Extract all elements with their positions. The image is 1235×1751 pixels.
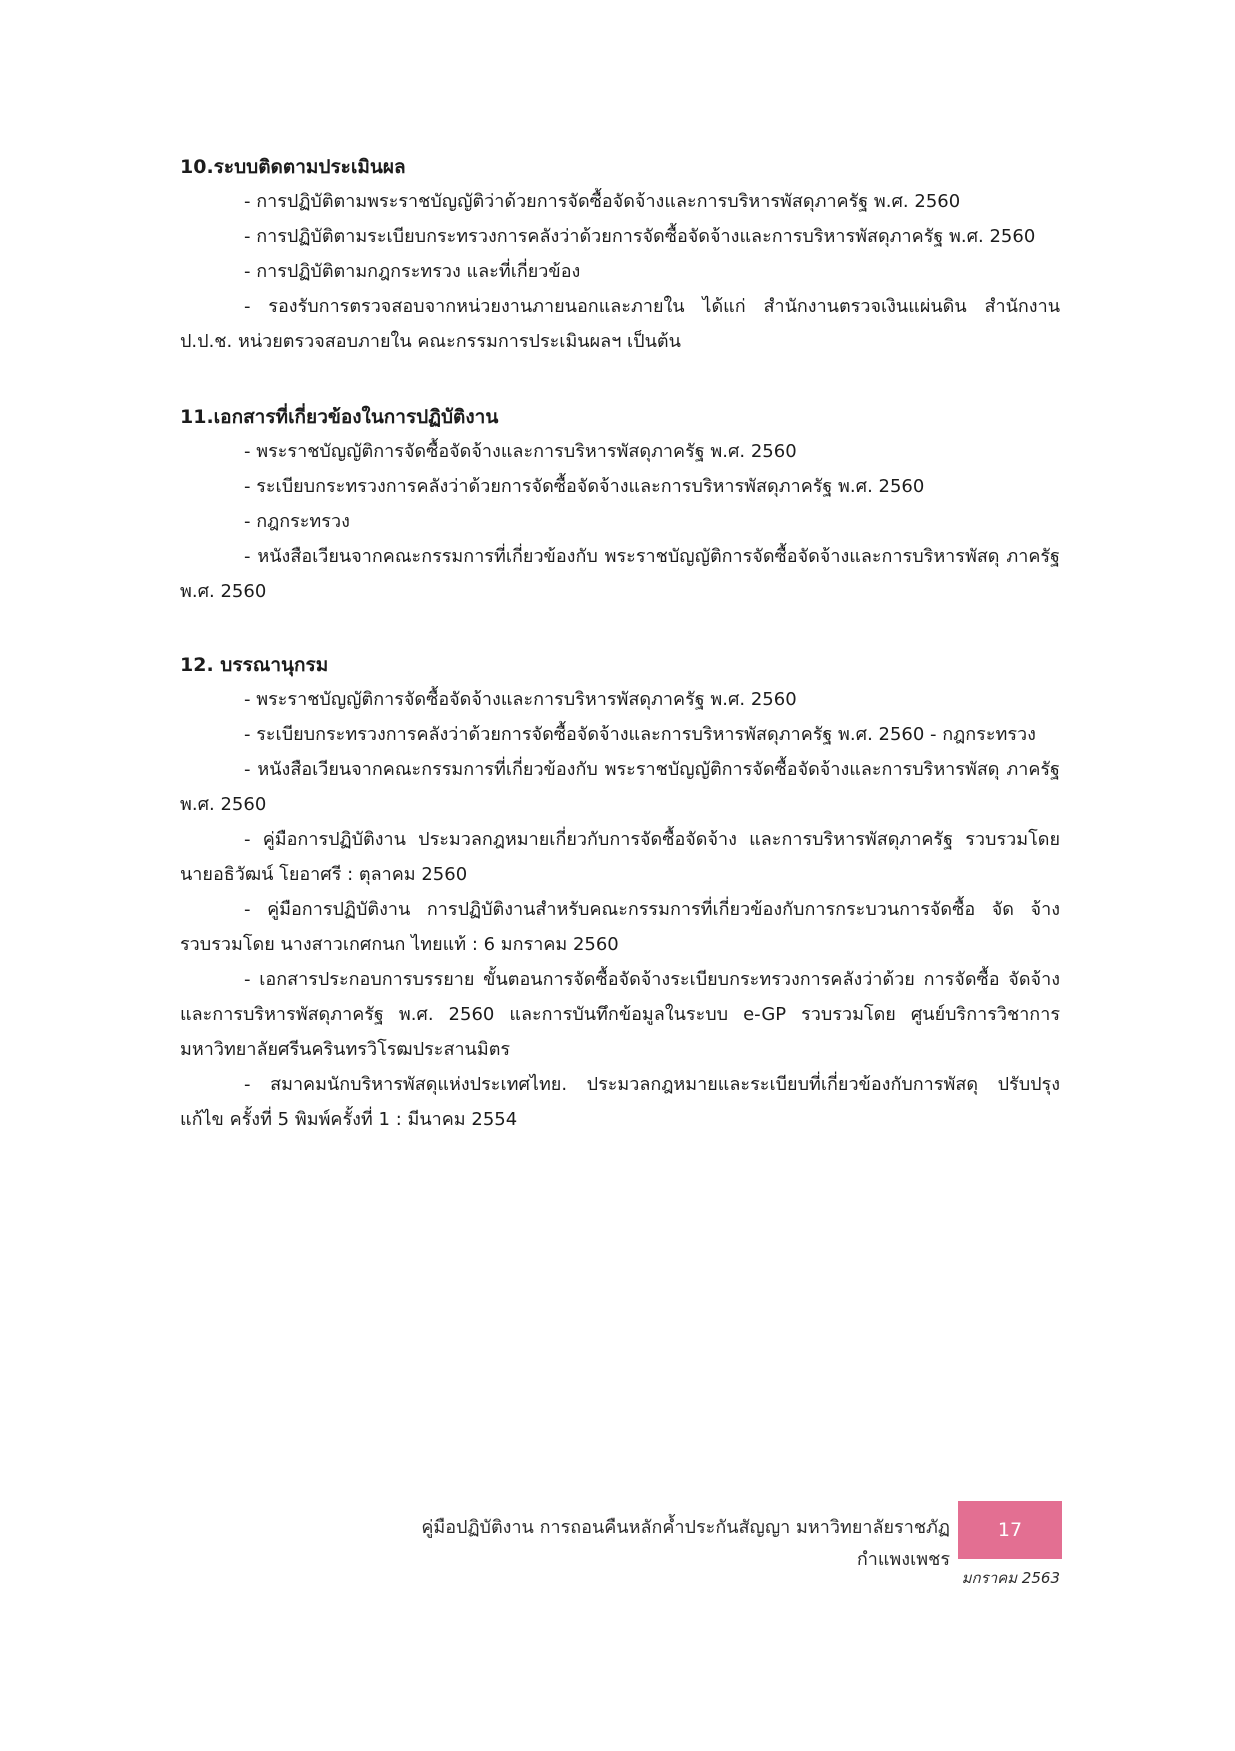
list-item: - การปฏิบัติตามกฎกระทรวง และที่เกี่ยวข้อง	[244, 261, 581, 282]
list-item: - พระราชบัญญัติการจัดซื้อจัดจ้างและการบริหารพัสดุภาครัฐ พ.ศ. 2560	[244, 441, 797, 462]
section-monitoring-evaluation	[180, 150, 1060, 359]
section-related-documents	[180, 400, 1060, 609]
list-item: - สมาคมนักบริหารพัสดุแห่งประเทศไทย. ประมวลกฎหมายและระเบียบที่เกี่ยวข้องกับการพัสดุ ปรับปรุงแก้ไข ครั้งที่ 5 พิมพ์ครั้งที่ 1 : มีนาคม 2554	[180, 1074, 1060, 1130]
list-item: - ระเบียบกระทรวงการคลังว่าด้วยการจัดซื้อจัดจ้างและการบริหารพัสดุภาครัฐ พ.ศ. 2560	[244, 476, 925, 497]
section-title: 12. บรรณานุกรม	[180, 654, 329, 676]
list-item: - เอกสารประกอบการบรรยาย ขั้นตอนการจัดซื้อจัดจ้างระเบียบกระทรวงการคลังว่าด้วย การจัดซื้อ จัดจ้างและการบริหารพัสดุภาครัฐ พ.ศ. 2560 และการบันทึกข้อมูลในระบบ e-GP รวบรวมโดย ศูนย์บริการวิชาการ มหาวิทยาลัยศรีนครินทรวิโรฒประสานมิตร	[180, 969, 1060, 1060]
list-item: - หนังสือเวียนจากคณะกรรมการที่เกี่ยวข้องกับ พระราชบัญญัติการจัดซื้อจัดจ้างและการบริหารพัสดุ ภาครัฐ พ.ศ. 2560	[180, 759, 1060, 815]
list-item: - รองรับการตรวจสอบจากหน่วยงานภายนอกและภายใน ได้แก่ สำนักงานตรวจเงินแผ่นดิน สำนักงาน ป.ป.ช. หน่วยตรวจสอบภายใน คณะกรรมการประเมินผลฯ เป็นต้น	[180, 296, 1060, 352]
list-item: - กฎกระทรวง	[244, 511, 350, 532]
list-item: - ระเบียบกระทรวงการคลังว่าด้วยการจัดซื้อจัดจ้างและการบริหารพัสดุภาครัฐ พ.ศ. 2560 - กฎกระทรวง	[244, 724, 1036, 745]
page-number-badge: 17	[958, 1501, 1062, 1559]
footer-date: มกราคม 2563	[961, 1569, 1060, 1587]
footer-manual-title: คู่มือปฏิบัติงาน การถอนคืนหลักค้ำประกันสัญญา มหาวิทยาลัยราชภัฏกำแพงเพชร	[421, 1517, 950, 1570]
list-item: - การปฏิบัติตามระเบียบกระทรวงการคลังว่าด้วยการจัดซื้อจัดจ้างและการบริหารพัสดุภาครัฐ พ.ศ. 2560	[244, 226, 1036, 247]
list-item: - คู่มือการปฏิบัติงาน ประมวลกฎหมายเกี่ยวกับการจัดซื้อจัดจ้าง และการบริหารพัสดุภาครัฐ รวบรวมโดย นายอธิวัฒน์ โยอาศรี : ตุลาคม 2560	[180, 829, 1060, 885]
list-item: - พระราชบัญญัติการจัดซื้อจัดจ้างและการบริหารพัสดุภาครัฐ พ.ศ. 2560	[244, 689, 797, 710]
section-bibliography	[180, 648, 1060, 1137]
list-item: - การปฏิบัติตามพระราชบัญญัติว่าด้วยการจัดซื้อจัดจ้างและการบริหารพัสดุภาครัฐ พ.ศ. 2560	[244, 191, 961, 212]
list-item: - หนังสือเวียนจากคณะกรรมการที่เกี่ยวข้องกับ พระราชบัญญัติการจัดซื้อจัดจ้างและการบริหารพัสดุ ภาครัฐ พ.ศ. 2560	[180, 546, 1060, 602]
list-item: - คู่มือการปฏิบัติงาน การปฏิบัติงานสำหรับคณะกรรมการที่เกี่ยวข้องกับการกระบวนการจัดซื้อ จัด จ้าง รวบรวมโดย นางสาวเกศกนก ไทยแท้ : 6 มกราคม 2560	[180, 899, 1060, 955]
section-title: 11.เอกสารที่เกี่ยวข้องในการปฏิบัติงาน	[180, 406, 499, 428]
section-title: 10.ระบบติดตามประเมินผล	[180, 156, 406, 178]
